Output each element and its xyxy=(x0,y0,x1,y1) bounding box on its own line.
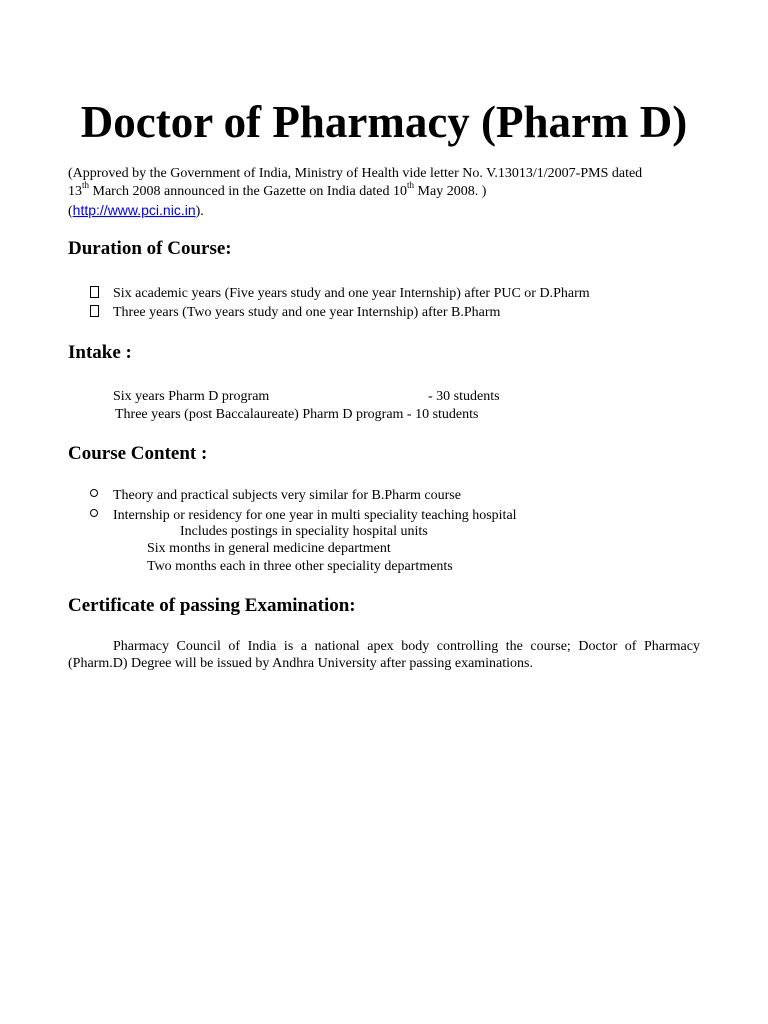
duration-heading: Duration of Course: xyxy=(68,238,232,259)
content-item: Internship or residency for one year in multi speciality teaching hospital xyxy=(90,507,517,525)
pci-website-link[interactable]: http://www.pci.nic.in xyxy=(72,202,196,218)
content-sub-item: Two months each in three other speciality departments xyxy=(147,559,453,574)
approval-line-3: (http://www.pci.nic.in). xyxy=(68,202,204,219)
content-sub-item: Includes postings in speciality hospital units xyxy=(180,524,428,539)
course-content-heading: Course Content : xyxy=(68,443,208,464)
intake-row-2: Three years (post Baccalaureate) Pharm D program - 10 students xyxy=(115,407,479,422)
content-item: Theory and practical subjects very similar for B.Pharm course xyxy=(90,487,461,505)
square-bullet-icon xyxy=(90,305,99,317)
content-sub-item: Six months in general medicine department xyxy=(147,541,391,556)
certificate-heading: Certificate of passing Examination: xyxy=(68,595,356,616)
circle-bullet-icon xyxy=(90,509,98,517)
certificate-paragraph: Pharmacy Council of India is a national apex body controlling the course; Doctor of Pharmacy (Pharm.D) Degree will be issued by Andhra University after passing examinations. xyxy=(68,639,700,671)
duration-item: Three years (Two years study and one year Internship) after B.Pharm xyxy=(90,304,500,322)
approval-note xyxy=(68,165,708,221)
page-title: Doctor of Pharmacy (Pharm D) xyxy=(80,97,688,147)
intake-row-1-value: - 30 students xyxy=(428,389,500,404)
square-bullet-icon xyxy=(90,286,99,298)
intake-row-1-label: Six years Pharm D program xyxy=(113,389,270,404)
duration-item: Six academic years (Five years study and one year Internship) after PUC or D.Pharm xyxy=(90,285,590,303)
approval-line-2: 13th March 2008 announced in the Gazette on India dated 10th May 2008. ) xyxy=(68,180,487,199)
approval-line-1: (Approved by the Government of India, Ministry of Health vide letter No. V.13013/1/2007-PMS dated xyxy=(68,166,643,181)
circle-bullet-icon xyxy=(90,489,98,497)
intake-heading: Intake : xyxy=(68,342,132,363)
